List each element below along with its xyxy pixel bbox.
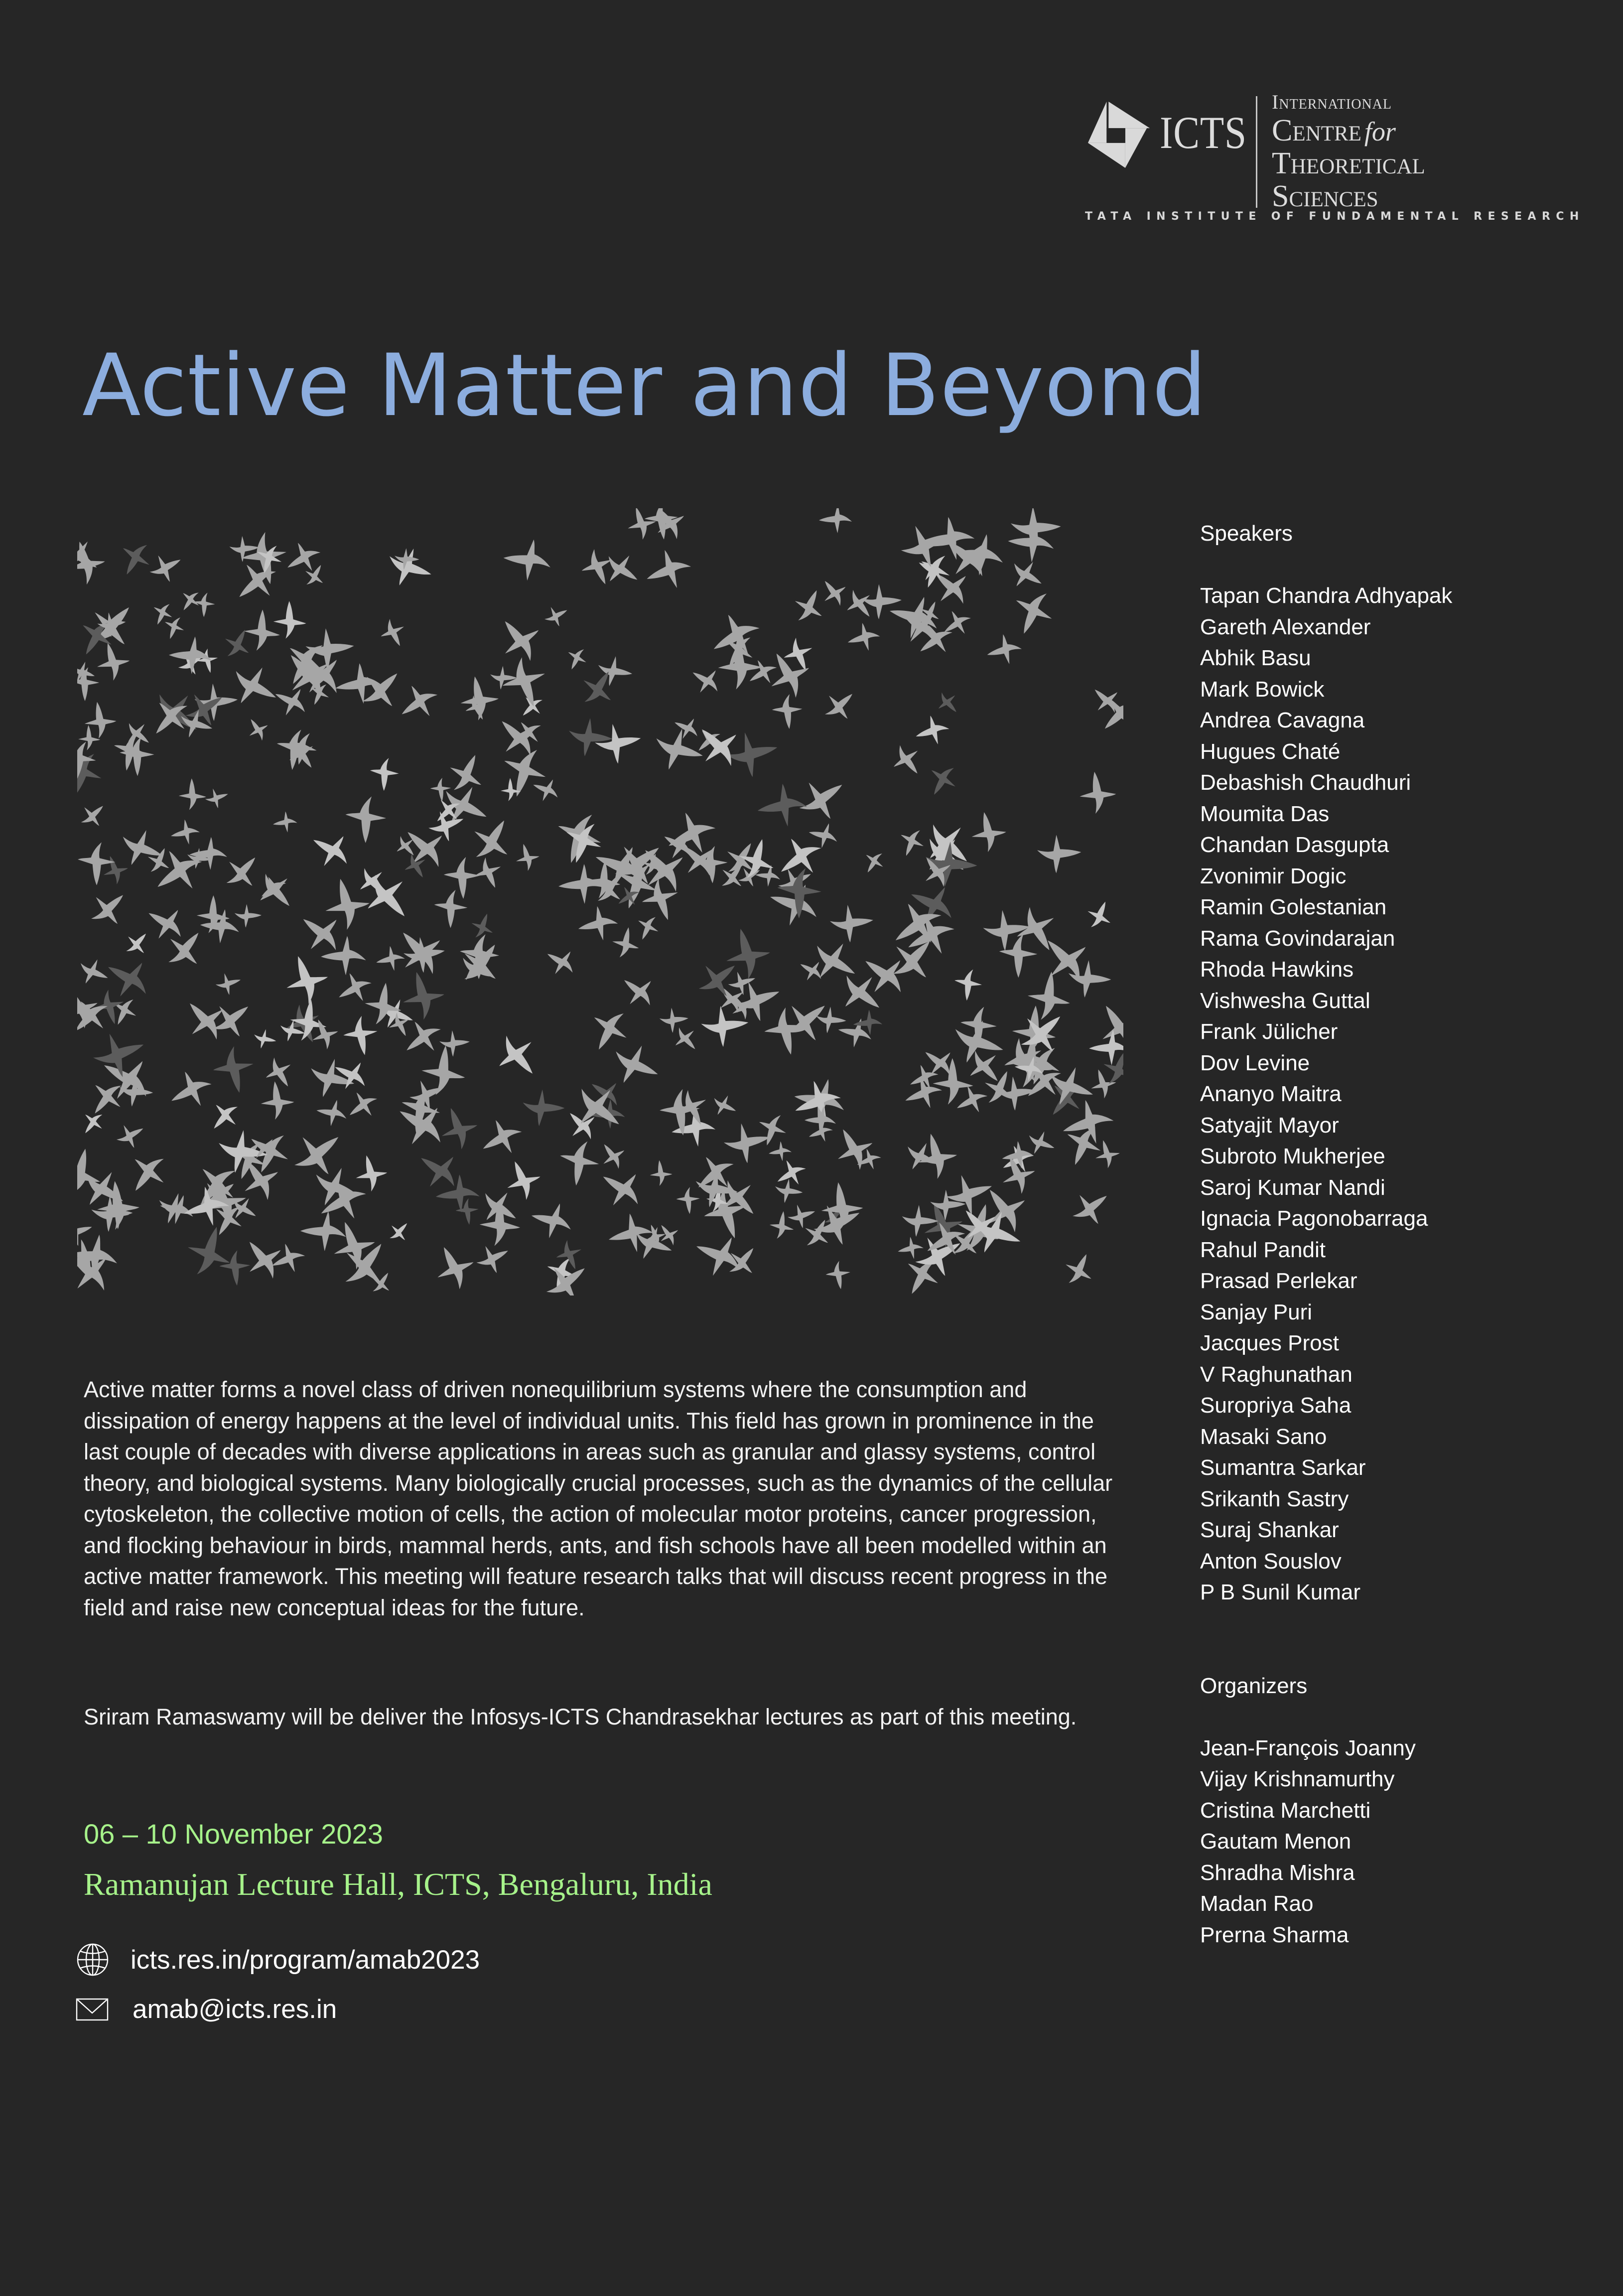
bird-silhouette bbox=[984, 631, 1025, 668]
bird-silhouette bbox=[1092, 688, 1123, 741]
bird-silhouette bbox=[314, 1096, 350, 1130]
bird-silhouette bbox=[772, 694, 803, 729]
bird-silhouette bbox=[392, 677, 445, 728]
bird-silhouette bbox=[513, 841, 542, 872]
logo-acronym: ICTS bbox=[1160, 107, 1247, 158]
bird-silhouette bbox=[755, 781, 809, 830]
logo-parent-institute: TATA INSTITUTE OF FUNDAMENTAL RESEARCH bbox=[1085, 210, 1585, 223]
bird-silhouette bbox=[192, 591, 216, 618]
bird-silhouette bbox=[541, 601, 572, 631]
speaker-name: Rhoda Hawkins bbox=[1200, 957, 1354, 982]
bird-silhouette bbox=[272, 600, 307, 640]
speaker-name: Saroj Kumar Nandi bbox=[1200, 1175, 1385, 1200]
organizers-heading: Organizers bbox=[1200, 1673, 1308, 1698]
bird-silhouette bbox=[1004, 554, 1049, 597]
bird-silhouette bbox=[562, 643, 591, 674]
bird-silhouette bbox=[299, 560, 330, 591]
organizer-name: Shradha Mishra bbox=[1200, 1860, 1355, 1885]
spacer bbox=[1200, 1702, 1599, 1733]
bird-silhouette bbox=[912, 712, 952, 749]
bird-silhouette bbox=[785, 1201, 818, 1231]
organizer-name: Gautam Menon bbox=[1200, 1829, 1352, 1854]
speaker-name: Hugues Chaté bbox=[1200, 739, 1341, 764]
logo-for: for bbox=[1364, 117, 1396, 146]
bird-silhouette bbox=[368, 756, 401, 792]
bird-silhouette bbox=[472, 1239, 514, 1279]
bird-silhouette bbox=[593, 720, 644, 766]
speaker-name: Debashish Chaudhuri bbox=[1200, 770, 1411, 795]
bird-silhouette bbox=[676, 1187, 700, 1215]
bird-silhouette bbox=[120, 1145, 175, 1201]
speaker-name: Masaki Sano bbox=[1200, 1424, 1327, 1449]
bird-silhouette bbox=[501, 535, 554, 584]
speaker-name: Vishwesha Guttal bbox=[1200, 988, 1370, 1013]
bird-silhouette bbox=[824, 1260, 852, 1291]
bird-silhouette bbox=[631, 911, 664, 945]
bird-silhouette bbox=[688, 1225, 751, 1285]
bird-silhouette bbox=[99, 852, 132, 887]
event-dates: 06 – 10 November 2023 bbox=[84, 1818, 383, 1850]
speaker-name: Rahul Pandit bbox=[1200, 1237, 1326, 1262]
bird-silhouette bbox=[595, 1137, 631, 1174]
bird-silhouette bbox=[932, 687, 964, 719]
speaker-name: V Raghunathan bbox=[1200, 1362, 1352, 1387]
bird-silhouette bbox=[218, 623, 258, 665]
bird-silhouette bbox=[844, 620, 883, 655]
bird-silhouette bbox=[1092, 1138, 1122, 1170]
website-url[interactable]: icts.res.in/program/amab2023 bbox=[131, 1945, 480, 1975]
speaker-name: Chandan Dasgupta bbox=[1200, 833, 1389, 857]
speaker-name: Ignacia Pagonobarraga bbox=[1200, 1206, 1428, 1231]
organizers-section bbox=[1200, 1671, 1599, 1951]
bird-silhouette bbox=[320, 935, 367, 976]
logo-name-line4: Sciences bbox=[1272, 179, 1378, 213]
bird-silhouette bbox=[489, 707, 547, 766]
speaker-name: Mark Bowick bbox=[1200, 677, 1325, 702]
bird-silhouette bbox=[489, 665, 518, 691]
logo-centre: Centre bbox=[1272, 114, 1361, 147]
bird-silhouette bbox=[529, 773, 563, 806]
bird-silhouette bbox=[487, 1026, 547, 1087]
bird-silhouette bbox=[77, 1215, 96, 1249]
bird-silhouette bbox=[381, 542, 437, 595]
bird-silhouette bbox=[575, 903, 620, 944]
speaker-name: Gareth Alexander bbox=[1200, 614, 1371, 639]
lecture-note: Sriram Ramaswamy will be deliver the Infosys-ICTS Chandrasekhar lectures as part of this meeting. bbox=[84, 1704, 1077, 1729]
bird-silhouette bbox=[343, 794, 388, 845]
bird-silhouette bbox=[900, 1204, 940, 1239]
bird-silhouette bbox=[478, 1198, 522, 1248]
bird-silhouette bbox=[341, 1014, 380, 1057]
bird-silhouette bbox=[722, 727, 782, 781]
bird-silhouette bbox=[497, 652, 553, 713]
bird-silhouette bbox=[93, 639, 133, 683]
bird-silhouette bbox=[1088, 1029, 1123, 1066]
bird-silhouette bbox=[384, 1217, 414, 1247]
bird-silhouette bbox=[430, 777, 451, 802]
bird-silhouette bbox=[279, 536, 326, 580]
bird-silhouette bbox=[341, 1085, 383, 1125]
bird-silhouette bbox=[685, 660, 726, 700]
speaker-name: Suropriya Saha bbox=[1200, 1393, 1352, 1418]
bird-silhouette bbox=[1082, 896, 1118, 934]
speaker-name: Rama Govindarajan bbox=[1200, 926, 1395, 951]
bird-silhouette bbox=[178, 778, 207, 810]
organizer-name: Cristina Marchetti bbox=[1200, 1798, 1371, 1823]
globe-icon bbox=[76, 1943, 110, 1977]
bird-silhouette bbox=[894, 824, 929, 861]
bird-silhouette bbox=[398, 968, 448, 1023]
bird-silhouette bbox=[443, 857, 481, 899]
bird-silhouette bbox=[234, 904, 262, 928]
organizer-name: Jean-François Joanny bbox=[1200, 1735, 1416, 1760]
bird-silhouette bbox=[260, 1052, 299, 1094]
logo-name-line1: International bbox=[1272, 91, 1392, 113]
bird-silhouette bbox=[251, 1027, 278, 1052]
organizers-list bbox=[1200, 1733, 1599, 1951]
bird-silhouette bbox=[175, 585, 205, 615]
bird-silhouette bbox=[352, 1152, 390, 1194]
bird-silhouette bbox=[541, 942, 582, 982]
bird-silhouette bbox=[597, 546, 646, 594]
bird-silhouette bbox=[815, 573, 853, 611]
bird-silhouette bbox=[1065, 1183, 1117, 1233]
bird-silhouette bbox=[214, 970, 244, 998]
bird-silhouette bbox=[609, 924, 643, 961]
speaker-name: Moumita Das bbox=[1200, 801, 1330, 826]
speaker-name: Sanjay Puri bbox=[1200, 1299, 1313, 1324]
speaker-name: Andrea Cavagna bbox=[1200, 708, 1365, 732]
bird-silhouette bbox=[623, 508, 659, 543]
bird-silhouette bbox=[521, 1088, 566, 1128]
bird-silhouette bbox=[982, 908, 1032, 952]
bird-silhouette bbox=[474, 1112, 528, 1163]
spacer bbox=[1200, 550, 1599, 581]
organizer-name: Vijay Krishnamurthy bbox=[1200, 1767, 1395, 1791]
speaker-name: Srikanth Sastry bbox=[1200, 1486, 1349, 1511]
bird-silhouette bbox=[168, 817, 201, 847]
bird-silhouette bbox=[768, 1141, 793, 1163]
bird-silhouette bbox=[374, 944, 406, 974]
speaker-name: Suraj Shankar bbox=[1200, 1518, 1339, 1542]
bird-silhouette bbox=[435, 1173, 481, 1214]
logo-divider bbox=[1256, 96, 1257, 208]
speaker-name: Prasad Perlekar bbox=[1200, 1269, 1357, 1293]
bird-silhouette bbox=[942, 1168, 998, 1220]
bird-silhouette bbox=[708, 1090, 740, 1122]
bird-silhouette bbox=[806, 819, 841, 852]
bird-silhouette bbox=[203, 1095, 246, 1138]
bird-silhouette bbox=[114, 823, 169, 874]
speaker-name: Tapan Chandra Adhyapak bbox=[1200, 583, 1453, 608]
bird-silhouette bbox=[271, 810, 298, 834]
speakers-heading: Speakers bbox=[1200, 521, 1293, 546]
bird-silhouette bbox=[640, 544, 696, 596]
bird-silhouette bbox=[581, 1002, 636, 1059]
email-link[interactable] bbox=[76, 1992, 337, 2026]
speaker-name: Sumantra Sarkar bbox=[1200, 1455, 1366, 1480]
bird-silhouette bbox=[670, 712, 704, 744]
bird-silhouette bbox=[767, 1209, 797, 1242]
bird-silhouette bbox=[242, 608, 282, 653]
bird-silhouette bbox=[647, 508, 692, 546]
icts-logo bbox=[1085, 80, 1585, 229]
speaker-name: Subroto Mukherjee bbox=[1200, 1144, 1385, 1168]
speaker-name: Satyajit Mayor bbox=[1200, 1113, 1339, 1138]
bird-silhouette bbox=[304, 824, 358, 876]
bird-silhouette bbox=[775, 866, 823, 920]
bird-silhouette bbox=[659, 1007, 689, 1033]
bird-silhouette bbox=[269, 680, 313, 723]
bird-silhouette bbox=[112, 1118, 149, 1153]
bird-silhouette bbox=[1024, 968, 1075, 1024]
organizer-name: Prerna Sharma bbox=[1200, 1922, 1349, 1947]
logo-name-line2 bbox=[1272, 115, 1425, 148]
bird-silhouette bbox=[804, 932, 865, 993]
bird-silhouette bbox=[829, 903, 875, 944]
people-column bbox=[1200, 518, 1599, 1951]
bird-silhouette bbox=[463, 810, 522, 871]
bird-silhouette bbox=[886, 739, 928, 783]
bird-silhouette bbox=[637, 874, 684, 925]
icts-logo-mark-icon bbox=[1085, 101, 1154, 169]
bird-silhouette bbox=[819, 508, 852, 533]
speaker-name: P B Sunil Kumar bbox=[1200, 1580, 1361, 1604]
bird-silhouette bbox=[376, 615, 410, 651]
bird-silhouette bbox=[1037, 835, 1081, 873]
bird-silhouette bbox=[771, 1154, 811, 1193]
speaker-name: Abhik Basu bbox=[1200, 646, 1311, 670]
bird-silhouette bbox=[752, 1109, 792, 1150]
bird-silhouette bbox=[558, 863, 604, 904]
bird-silhouette bbox=[527, 1197, 577, 1244]
bird-silhouette bbox=[500, 1155, 546, 1204]
speaker-name: Zvonimir Dogic bbox=[1200, 863, 1347, 888]
bird-silhouette bbox=[615, 967, 663, 1014]
speaker-name: Jacques Prost bbox=[1200, 1331, 1339, 1355]
bird-silhouette bbox=[400, 850, 432, 883]
bird-silhouette bbox=[112, 535, 157, 582]
bird-silhouette bbox=[77, 1106, 109, 1140]
speaker-name: Ramin Golestanian bbox=[1200, 895, 1387, 919]
bird-silhouette bbox=[427, 1239, 481, 1295]
bird-silhouette bbox=[180, 1220, 240, 1284]
bird-silhouette bbox=[249, 865, 301, 918]
bird-silhouette bbox=[77, 954, 113, 992]
bird-silhouette bbox=[896, 1235, 925, 1262]
bird-silhouette bbox=[227, 553, 285, 611]
bird-silhouette bbox=[120, 926, 155, 961]
bird-silhouette bbox=[210, 1044, 258, 1096]
bird-silhouette bbox=[299, 1209, 348, 1253]
bird-silhouette bbox=[198, 906, 242, 946]
bird-silhouette bbox=[435, 1102, 483, 1154]
bird-silhouette bbox=[145, 548, 187, 587]
bird-silhouette bbox=[1059, 1248, 1100, 1292]
bird-silhouette bbox=[238, 530, 290, 588]
bird-silhouette bbox=[326, 1216, 381, 1275]
bird-silhouette bbox=[332, 1231, 400, 1295]
bird-silhouette bbox=[458, 674, 501, 722]
bird-flock-image bbox=[77, 508, 1123, 1295]
bird-silhouette bbox=[743, 654, 782, 692]
bird-silhouette bbox=[952, 967, 984, 1003]
bird-silhouette bbox=[921, 758, 963, 802]
bird-silhouette bbox=[279, 950, 333, 1008]
bird-silhouette bbox=[1004, 582, 1061, 642]
bird-silhouette bbox=[217, 847, 268, 897]
email-address[interactable]: amab@icts.res.in bbox=[133, 1994, 337, 2024]
bird-silhouette bbox=[858, 847, 889, 878]
logo-name bbox=[1272, 92, 1425, 214]
bird-silhouette bbox=[83, 883, 135, 935]
bird-silhouette bbox=[470, 854, 507, 893]
speaker-name: Ananyo Maitra bbox=[1200, 1082, 1342, 1106]
event-venue: Ramanujan Lecture Hall, ICTS, Bengaluru, India bbox=[84, 1866, 712, 1902]
bird-silhouette bbox=[145, 839, 212, 903]
logo-name-line3: Theoretical bbox=[1272, 146, 1425, 180]
bird-silhouette bbox=[219, 1250, 251, 1286]
bird-silhouette bbox=[260, 1080, 295, 1120]
speakers-list bbox=[1200, 580, 1599, 1608]
speaker-name: Dov Levine bbox=[1200, 1050, 1310, 1075]
envelope-icon bbox=[76, 1992, 110, 2026]
speaker-name: Frank Jülicher bbox=[1200, 1019, 1338, 1044]
bird-silhouette bbox=[817, 684, 863, 728]
bird-silhouette bbox=[159, 612, 188, 642]
bird-silhouette bbox=[396, 1012, 449, 1063]
bird-silhouette bbox=[140, 897, 192, 948]
bird-silhouette bbox=[1078, 770, 1117, 815]
bird-silhouette bbox=[77, 531, 106, 583]
organizer-name: Madan Rao bbox=[1200, 1891, 1314, 1916]
bird-silhouette bbox=[688, 715, 749, 776]
bird-silhouette bbox=[566, 716, 615, 760]
website-link[interactable] bbox=[76, 1942, 480, 1977]
bird-silhouette bbox=[968, 810, 1009, 854]
bird-silhouette bbox=[564, 1075, 632, 1143]
bird-silhouette bbox=[788, 583, 831, 629]
bird-silhouette bbox=[163, 1064, 218, 1116]
bird-silhouette bbox=[119, 735, 155, 777]
speaker-name: Anton Souslov bbox=[1200, 1549, 1342, 1574]
bird-silhouette bbox=[593, 1159, 651, 1217]
bird-silhouette bbox=[77, 537, 109, 587]
bird-silhouette bbox=[555, 1137, 603, 1189]
bird-silhouette bbox=[441, 747, 493, 801]
program-description: Active matter forms a novel class of driven nonequilibrium systems where the consumption and dissipation of energy happens at the level of individual units. This field has grown in prominence in the last couple of decades with diverse applications in areas such as granular and glassy systems, control theory, and biological systems. Many biologically crucial processes, such as the dynamics of the cellular cytoskeleton, the collective motion of cells, the action of molecular motor proteins, cancer progression, and flocking behaviour in birds, mammal herds, ants, and fish schools have all been modelled within an active matter framework. This meeting will feature research talks that will discuss recent progress in the field and raise new conceptual ideas for the future. bbox=[84, 1377, 1113, 1620]
bird-silhouette bbox=[649, 1159, 673, 1186]
bird-silhouette bbox=[773, 1177, 805, 1206]
bird-silhouette bbox=[827, 1121, 880, 1176]
bird-silhouette bbox=[354, 864, 420, 931]
bird-silhouette bbox=[203, 785, 231, 811]
page-title: Active Matter and Beyond bbox=[82, 335, 1207, 435]
bird-silhouette bbox=[791, 768, 854, 830]
bird-silhouette bbox=[77, 798, 112, 834]
bird-silhouette bbox=[189, 837, 228, 870]
bird-silhouette bbox=[223, 657, 285, 717]
bird-silhouette bbox=[243, 714, 273, 745]
